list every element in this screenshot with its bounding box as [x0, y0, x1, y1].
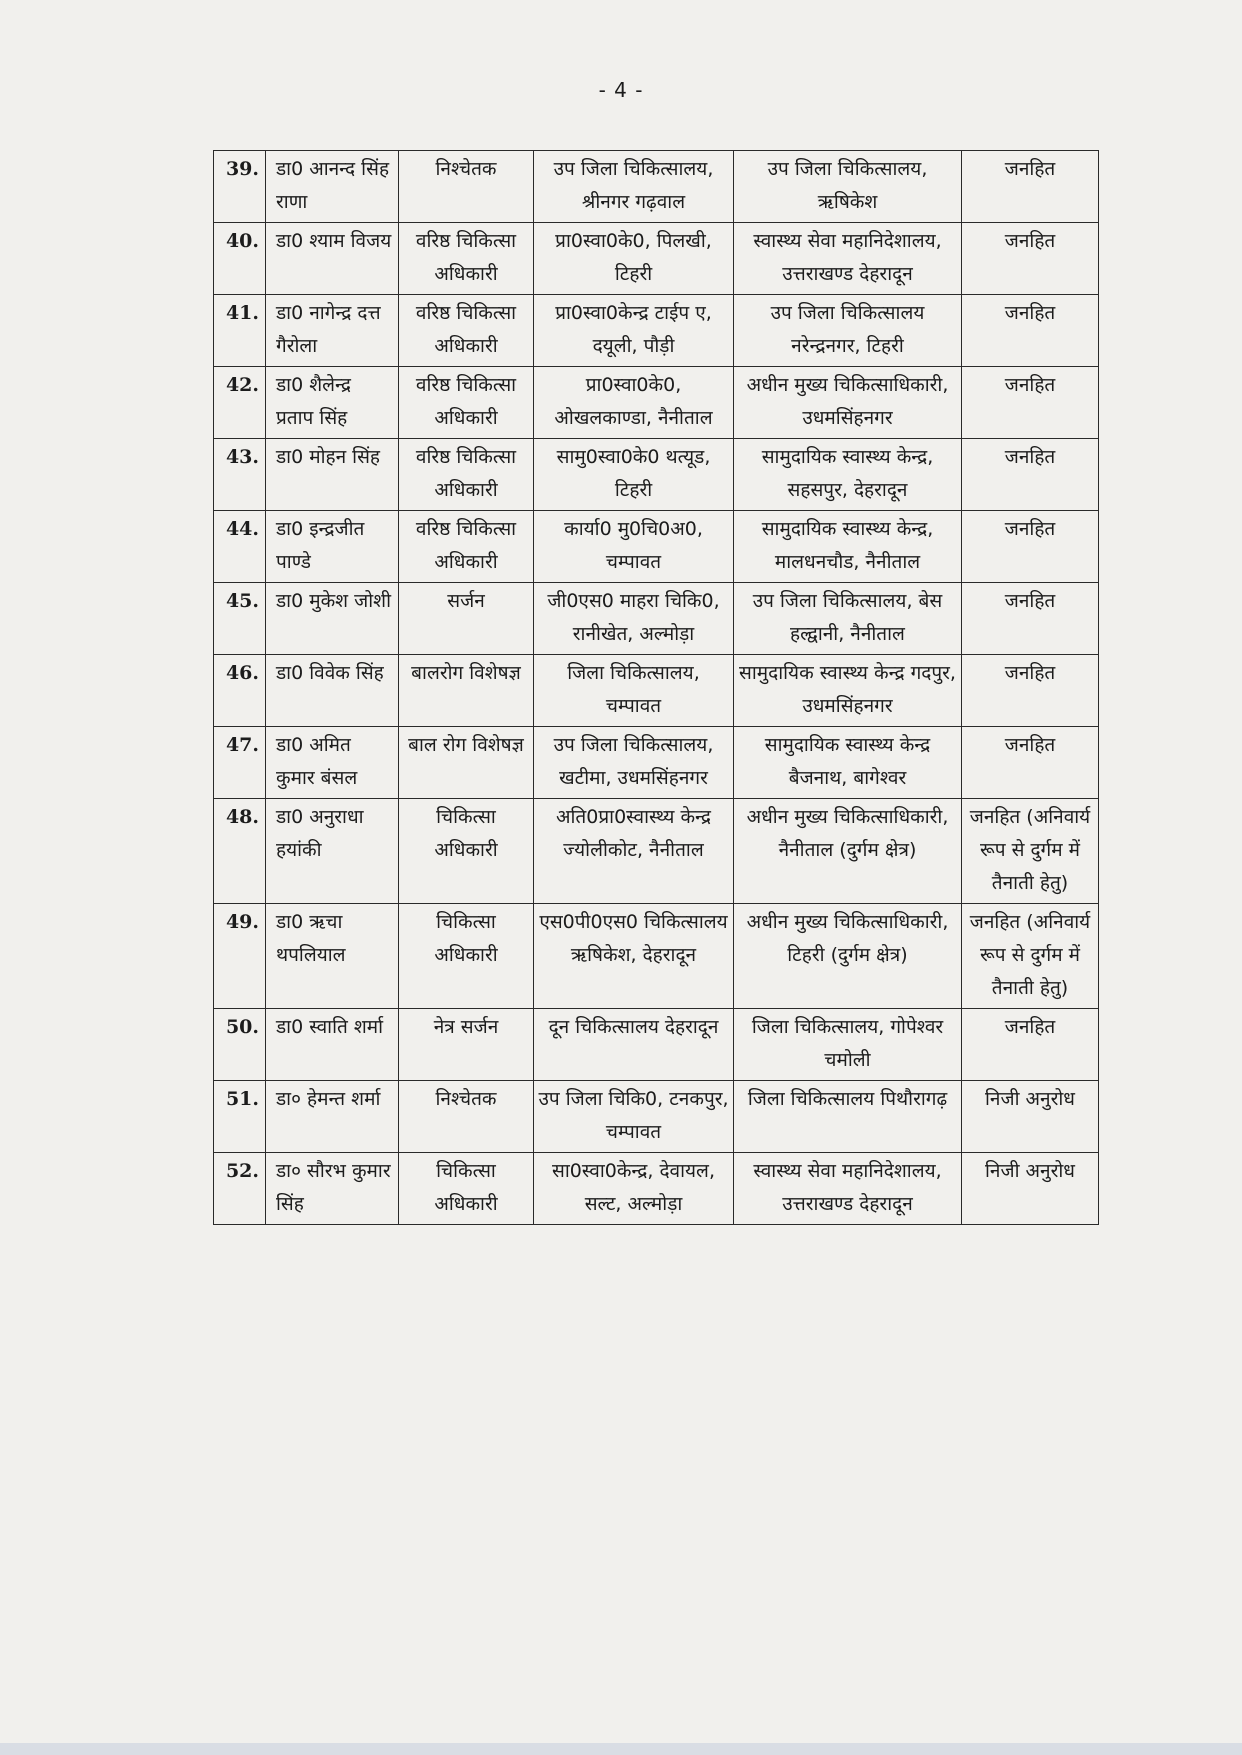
current-posting-cell: प्रा0स्वा0के0, पिलखी, टिहरी	[534, 223, 734, 295]
serial-number-cell: 45.	[214, 583, 266, 655]
current-posting-cell: प्रा0स्वा0केन्द्र टाईप ए, दयूली, पौड़ी	[534, 295, 734, 367]
table-row	[214, 223, 1099, 295]
current-posting-cell: उप जिला चिकि0, टनकपुर, चम्पावत	[534, 1081, 734, 1153]
transfer-table-container	[213, 150, 1098, 1225]
table-row	[214, 1153, 1099, 1225]
designation-cell: बाल रोग विशेषज्ञ	[399, 727, 534, 799]
designation-cell: सर्जन	[399, 583, 534, 655]
new-posting-cell: उप जिला चिकित्सालय नरेन्द्रनगर, टिहरी	[734, 295, 962, 367]
new-posting-cell: सामुदायिक स्वास्थ्य केन्द्र, मालधनचौड, नैनीताल	[734, 511, 962, 583]
designation-cell: वरिष्ठ चिकित्सा अधिकारी	[399, 223, 534, 295]
serial-number-cell: 49.	[214, 904, 266, 1009]
serial-number-cell: 52.	[214, 1153, 266, 1225]
transfer-reason-cell: जनहित (अनिवार्य रूप से दुर्गम में तैनाती हेतु)	[962, 799, 1099, 904]
new-posting-cell: सामुदायिक स्वास्थ्य केन्द्र बैजनाथ, बागेश्वर	[734, 727, 962, 799]
current-posting-cell: उप जिला चिकित्सालय, खटीमा, उधमसिंहनगर	[534, 727, 734, 799]
table-row	[214, 367, 1099, 439]
doctor-name-cell: डा० हेमन्त शर्मा	[266, 1081, 399, 1153]
designation-cell: चिकित्सा अधिकारी	[399, 799, 534, 904]
table-row	[214, 295, 1099, 367]
doctor-name-cell: डा0 शैलेन्द्र प्रताप सिंह	[266, 367, 399, 439]
table-row	[214, 1009, 1099, 1081]
doctor-name-cell: डा0 इन्द्रजीत पाण्डे	[266, 511, 399, 583]
current-posting-cell: एस0पी0एस0 चिकित्सालय ऋषिकेश, देहरादून	[534, 904, 734, 1009]
current-posting-cell: प्रा0स्वा0के0, ओखलकाण्डा, नैनीताल	[534, 367, 734, 439]
new-posting-cell: सामुदायिक स्वास्थ्य केन्द्र, सहसपुर, देहरादून	[734, 439, 962, 511]
table-row	[214, 727, 1099, 799]
designation-cell: वरिष्ठ चिकित्सा अधिकारी	[399, 295, 534, 367]
page-bottom-edge	[0, 1743, 1242, 1755]
current-posting-cell: अति0प्रा0स्वास्थ्य केन्द्र ज्योलीकोट, नैनीताल	[534, 799, 734, 904]
doctor-name-cell: डा0 ऋचा थपलियाल	[266, 904, 399, 1009]
serial-number-cell: 42.	[214, 367, 266, 439]
transfer-reason-cell: जनहित	[962, 1009, 1099, 1081]
transfer-reason-cell: जनहित	[962, 151, 1099, 223]
current-posting-cell: उप जिला चिकित्सालय, श्रीनगर गढ़वाल	[534, 151, 734, 223]
table-row	[214, 904, 1099, 1009]
new-posting-cell: अधीन मुख्य चिकित्साधिकारी, नैनीताल (दुर्गम क्षेत्र)	[734, 799, 962, 904]
current-posting-cell: कार्या0 मु0चि0अ0, चम्पावत	[534, 511, 734, 583]
doctor-name-cell: डा0 श्याम विजय	[266, 223, 399, 295]
serial-number-cell: 40.	[214, 223, 266, 295]
table-row	[214, 583, 1099, 655]
doctor-name-cell: डा0 नागेन्द्र दत्त गैरोला	[266, 295, 399, 367]
transfer-reason-cell: निजी अनुरोध	[962, 1081, 1099, 1153]
transfer-reason-cell: जनहित	[962, 655, 1099, 727]
table-row	[214, 799, 1099, 904]
serial-number-cell: 47.	[214, 727, 266, 799]
designation-cell: नेत्र सर्जन	[399, 1009, 534, 1081]
transfer-reason-cell: जनहित	[962, 295, 1099, 367]
serial-number-cell: 48.	[214, 799, 266, 904]
designation-cell: निश्चेतक	[399, 151, 534, 223]
current-posting-cell: जिला चिकित्सालय, चम्पावत	[534, 655, 734, 727]
transfer-reason-cell: जनहित (अनिवार्य रूप से दुर्गम में तैनाती हेतु)	[962, 904, 1099, 1009]
table-body	[214, 151, 1099, 1225]
transfer-reason-cell: निजी अनुरोध	[962, 1153, 1099, 1225]
designation-cell: बालरोग विशेषज्ञ	[399, 655, 534, 727]
designation-cell: चिकित्सा अधिकारी	[399, 1153, 534, 1225]
doctor-name-cell: डा0 अनुराधा हयांकी	[266, 799, 399, 904]
doctor-name-cell: डा0 विवेक सिंह	[266, 655, 399, 727]
doctor-name-cell: डा0 स्वाति शर्मा	[266, 1009, 399, 1081]
doctor-name-cell: डा0 अमित कुमार बंसल	[266, 727, 399, 799]
new-posting-cell: जिला चिकित्सालय पिथौरागढ़	[734, 1081, 962, 1153]
current-posting-cell: सामु0स्वा0के0 थत्यूड, टिहरी	[534, 439, 734, 511]
table-row	[214, 655, 1099, 727]
doctor-name-cell: डा० सौरभ कुमार सिंह	[266, 1153, 399, 1225]
serial-number-cell: 43.	[214, 439, 266, 511]
serial-number-cell: 44.	[214, 511, 266, 583]
doctor-name-cell: डा0 मुकेश जोशी	[266, 583, 399, 655]
table-row	[214, 151, 1099, 223]
transfer-reason-cell: जनहित	[962, 511, 1099, 583]
new-posting-cell: जिला चिकित्सालय, गोपेश्वर चमोली	[734, 1009, 962, 1081]
current-posting-cell: जी0एस0 माहरा चिकि0, रानीखेत, अल्मोड़ा	[534, 583, 734, 655]
doctor-name-cell: डा0 आनन्द सिंह राणा	[266, 151, 399, 223]
transfer-reason-cell: जनहित	[962, 439, 1099, 511]
table-row	[214, 1081, 1099, 1153]
serial-number-cell: 50.	[214, 1009, 266, 1081]
designation-cell: चिकित्सा अधिकारी	[399, 904, 534, 1009]
new-posting-cell: अधीन मुख्य चिकित्साधिकारी, टिहरी (दुर्गम क्षेत्र)	[734, 904, 962, 1009]
serial-number-cell: 51.	[214, 1081, 266, 1153]
transfer-reason-cell: जनहित	[962, 223, 1099, 295]
designation-cell: वरिष्ठ चिकित्सा अधिकारी	[399, 367, 534, 439]
transfer-table	[213, 150, 1099, 1225]
current-posting-cell: दून चिकित्सालय देहरादून	[534, 1009, 734, 1081]
serial-number-cell: 41.	[214, 295, 266, 367]
new-posting-cell: उप जिला चिकित्सालय, ऋषिकेश	[734, 151, 962, 223]
doctor-name-cell: डा0 मोहन सिंह	[266, 439, 399, 511]
transfer-reason-cell: जनहित	[962, 727, 1099, 799]
designation-cell: वरिष्ठ चिकित्सा अधिकारी	[399, 511, 534, 583]
new-posting-cell: सामुदायिक स्वास्थ्य केन्द्र गदपुर, उधमसिंहनगर	[734, 655, 962, 727]
table-row	[214, 439, 1099, 511]
designation-cell: वरिष्ठ चिकित्सा अधिकारी	[399, 439, 534, 511]
table-row	[214, 511, 1099, 583]
new-posting-cell: उप जिला चिकित्सालय, बेस हल्द्वानी, नैनीताल	[734, 583, 962, 655]
current-posting-cell: सा0स्वा0केन्द्र, देवायल, सल्ट, अल्मोड़ा	[534, 1153, 734, 1225]
new-posting-cell: स्वास्थ्य सेवा महानिदेशालय, उत्तराखण्ड देहरादून	[734, 223, 962, 295]
designation-cell: निश्चेतक	[399, 1081, 534, 1153]
serial-number-cell: 39.	[214, 151, 266, 223]
new-posting-cell: स्वास्थ्य सेवा महानिदेशालय, उत्तराखण्ड देहरादून	[734, 1153, 962, 1225]
new-posting-cell: अधीन मुख्य चिकित्साधिकारी, उधमसिंहनगर	[734, 367, 962, 439]
transfer-reason-cell: जनहित	[962, 367, 1099, 439]
serial-number-cell: 46.	[214, 655, 266, 727]
transfer-reason-cell: जनहित	[962, 583, 1099, 655]
page-number: - 4 -	[598, 78, 644, 102]
